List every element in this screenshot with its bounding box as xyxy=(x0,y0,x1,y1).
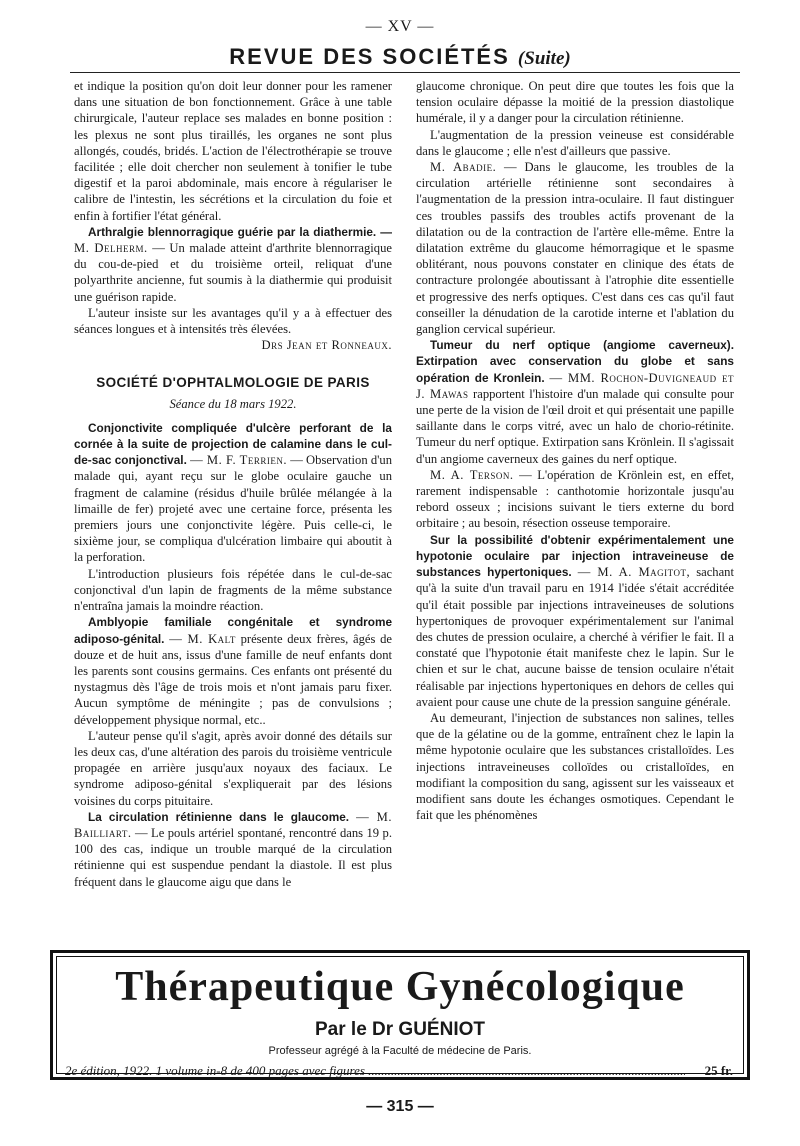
left-column xyxy=(74,78,392,938)
article-text: présente deux frères, âgés de douze et de huit ans, issus d'une famille de neuf enfants dont les parents sont cousins germains. Ces enfants ont présenté du nystagmus dès l'âge de trois mois et n'ont jamais paru fixer. Aucun symptôme de méningite ; pas de convulsions ; développement physique normal, etc.. xyxy=(74,631,392,727)
right-column xyxy=(416,78,734,938)
paragraph xyxy=(416,159,734,337)
article-author: — M. Kalt xyxy=(169,631,236,646)
article-text: rapportent l'histoire d'un malade qui consulte pour une perte de la vision de l'œil droit et qui présentait une papille saillante dans le corps vitré, avec un halo de chorio-rétinite. Tumeur du nerf optique. Extirpation sans Krönlein. Il s'agissait d'un angiome caverneux des gaines du nerf optique. xyxy=(416,386,734,466)
section-title xyxy=(0,44,800,70)
paragraph: glaucome chronique. On peut dire que toutes les fois que la tension oculaire dépasse la moitié de la pression diastolique humérale, il y a danger pour la circulation rétinienne. xyxy=(416,79,734,126)
article-heading: Conjonctivite compliquée d'ulcère perforant de la cornée à la suite de projection de calamine dans le cul-de-sac conjonctival. xyxy=(74,420,392,468)
article-text: — Observation d'un malade qui, ayant reçu sur le globe oculaire gauche un fragment de calamine (résidus d'huile brûlée mélangée à la limaille de fer) projeté avec une certaine force, présenta les premiers jours une conjonctivite légère. Puis celle-ci, le sixième jour, se compliqua d'ulcération limbaire qui aboutit à la perforation. xyxy=(74,453,392,565)
paragraph xyxy=(416,467,734,532)
article-text: — Dans le glaucome, les troubles de la circulation artérielle rétinienne sont secondaires à l'augmentation de la pression intra-oculaire. Il faut distinguer ces troubles passifs des troubles actifs provenant de la dilatation ou de la contraction de l'artère elle-même. Entre la dilatation extrême du glaucome hémorragique et le spasme oblitérant, nous pouvons constater en clinique des états de contracture prolongée aboutissant à l'atrophie dite essentielle et progressive des nerfs optiques. C'est dans ces cas qu'il faut conseiller la dénudation de la carotide interne et l'ablation du ganglion cervical supérieur. xyxy=(416,160,734,337)
article-author: M. A. Terson. xyxy=(430,467,514,482)
article-heading: Tumeur du nerf optique (angiome caverneux). Extirpation avec conservation du globe et sans opération de Kronlein. xyxy=(416,338,734,385)
article-heading: Arthralgie blennorragique guérie par la diathermie. — xyxy=(88,224,392,239)
page-roman-numeral: — XV — xyxy=(365,18,435,35)
ad-price: 25 fr. xyxy=(704,1063,733,1078)
society-date: Séance du 18 mars 1922. xyxy=(169,396,297,411)
paragraph: L'auteur insiste sur les avantages qu'il y a à effectuer des séances longues et à intensités très élevées. xyxy=(74,305,392,337)
article-author: — MM. Rochon-Duvigneaud et J. Mawas xyxy=(416,370,734,401)
article-author: M. Delherm. xyxy=(74,241,148,256)
article-text: — L'opération de Krönlein est, en effet, rarement indispensable : canthotomie horizontale jusqu'au rebord osseux ; incisions suivant le tiers externe du bord orbitaire ; au besoin, résection osseuse temporaire. xyxy=(416,467,734,531)
paragraph: Au demeurant, l'injection de substances non salines, telles que de la gélatine ou de la gomme, entraînent chez le lapin la même hypotonie oculaire que les substances cristalloïdes. Les injections intraveineuses colloïdes ou cristalloïdes, en modifiant la composition du sang, agissent sur les vaisseaux et modifient sans doute les échanges osmotiques. Cependant le fait que les phénomènes xyxy=(416,710,734,823)
society-heading: SOCIÉTÉ D'OPHTALMOLOGIE DE PARIS xyxy=(96,375,370,391)
paragraph: L'auteur pense qu'il s'agit, après avoir donné des détails sur les deux cas, d'une altération des parois du troisième ventricule propagée en arrière jusqu'aux noyaux des faciaux. Le syndrome adiposo-génital s'expliquerait par des lésions voisines du corps pituitaire. xyxy=(74,728,392,808)
paragraph xyxy=(74,614,392,727)
paragraph: L'introduction plusieurs fois répétée dans le cul-de-sac conjonctival d'un lapin de fragments de la même substance n'entraîna jamais la moindre réaction. xyxy=(74,566,392,614)
book-advertisement xyxy=(50,950,750,1080)
article-text: — Le pouls artériel spontané, rencontré dans 19 p. 100 des cas, indique un trouble marqué de la circulation rétinienne qui est suspendue pendant la diastole. Il est plus fréquent dans le glaucome aigu que dans le xyxy=(74,825,392,889)
article-text: — Un malade atteint d'arthrite blennorragique du cou-de-pied et du troisième orteil, reliquat d'une polyarthrite ancienne, fut soumis à la diathermie qui produisit une guérison rapide. xyxy=(74,241,392,304)
paragraph: et indique la position qu'on doit leur donner pour les ramener dans une situation de bon fonctionnement. Grâce à une table chirurgicale, l'auteur replace ses malades en bonne position : les plexus ne sont plus tiraillés, les organes ne sont plus allongés, coudés, bridés. L'action de l'électrothérapie se trouve facilitée ; elle doit chercher non seulement à tonifier le tube digestif et la paroi abdominale, mais encore à régulariser le calibre de l'intestin, les sécrétions et la circulation du foie et enfin à fortifier l'état général. xyxy=(74,79,392,223)
article-text: sachant qu'à la suite d'un travail paru en 1914 l'idée s'était accréditée qu'il était possible par injections intraveineuses de solutions hypertoniques de provoquer expérimentalement sur l'animal des chutes de pression oculaire, a cherché à vérifier le fait. Il a constaté que l'hypotonie était manifeste chez le lapin. Sur le chien et sur le chat, aucune baisse de tension oculaire n'était réalisable par injections hypertoniques en dehors de celles qui avaient pour cause une chute de la pression sanguine générale. xyxy=(416,565,734,709)
ad-edition: 2e édition, 1922. 1 volume in-8 de 400 pages avec figures ..... xyxy=(65,1063,685,1079)
title-rule xyxy=(70,72,740,73)
article-heading: Amblyopie familiale congénitale et syndrome adiposo-génital. xyxy=(74,615,392,646)
section-title-suite: (Suite) xyxy=(517,48,571,69)
ad-subtitle: Professeur agrégé à la Faculté de médecine de Paris. xyxy=(268,1045,532,1057)
article-heading: Sur la possibilité d'obtenir expérimentalement une hypotonie oculaire par injection intraveineuse de substances hypertoniques. xyxy=(416,532,734,580)
article-author: — M. Bailliart. xyxy=(74,809,392,840)
article-author: M. Abadie. xyxy=(430,160,497,175)
article-heading: La circulation rétinienne dans le glaucome. xyxy=(88,809,350,824)
paragraph xyxy=(416,337,734,467)
paragraph: L'augmentation de la pression veineuse est considérable dans le glaucome ; elle n'est d'ailleurs que passive. xyxy=(416,127,734,158)
article-author: — M. A. Magitot, xyxy=(577,565,691,580)
ad-title: Thérapeutique Gynécologique xyxy=(115,964,685,1010)
paragraph xyxy=(74,420,392,566)
signature: Drs Jean et Ronneaux. xyxy=(261,338,392,353)
paragraph xyxy=(74,224,392,305)
page-number: — 315 — xyxy=(366,1098,434,1115)
article-author: — M. F. Terrien. xyxy=(190,453,287,468)
ad-author: Par le Dr GUÉNIOT xyxy=(315,1019,485,1040)
section-title-text: REVUE DES SOCIÉTÉS xyxy=(229,44,510,69)
paragraph xyxy=(74,809,392,890)
paragraph xyxy=(416,532,734,710)
